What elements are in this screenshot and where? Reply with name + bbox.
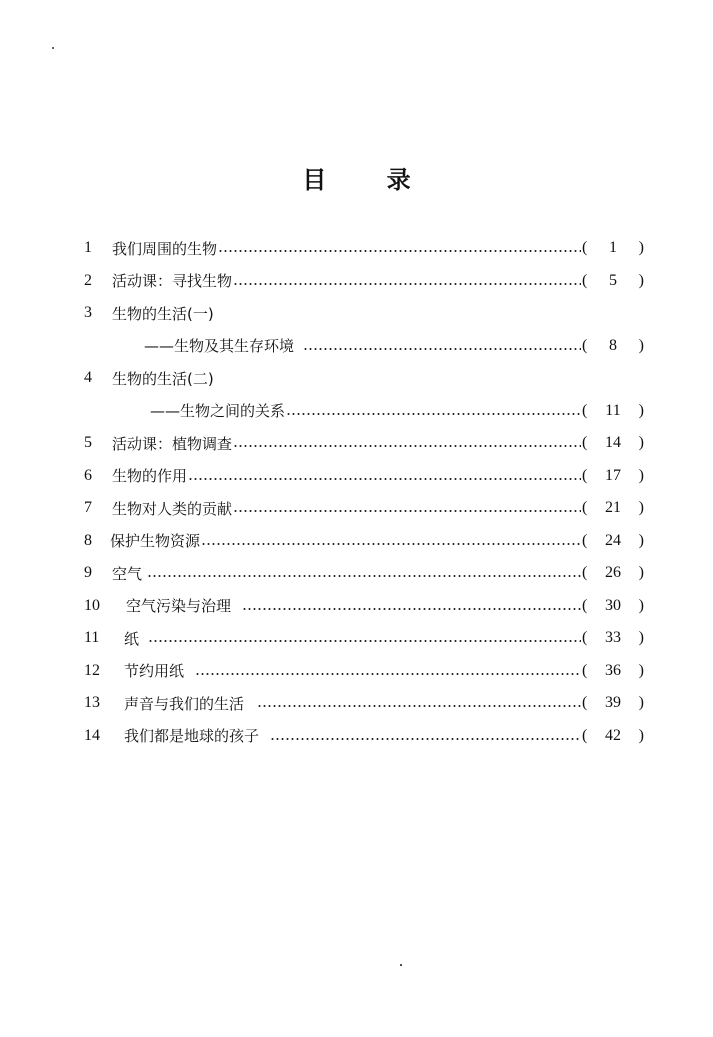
leader-dots [257, 705, 581, 707]
toc-entry[interactable] [84, 297, 644, 330]
toc-entry[interactable] [84, 330, 644, 363]
page-number: ( 36 ) [582, 661, 644, 679]
leader-dots [233, 510, 581, 512]
leader-dots [303, 348, 581, 350]
leader-dots [233, 445, 581, 447]
toc-entry[interactable] [84, 427, 644, 460]
scan-speck [52, 47, 54, 49]
entry-number: 10 [84, 596, 100, 614]
entry-title: 我们周围的生物 [112, 239, 218, 258]
entry-number: 11 [84, 629, 100, 647]
entry-subtitle: ——生物及其生存环境 [144, 337, 295, 356]
entry-title: 生物的作用 [112, 467, 188, 486]
page-number: ( 5 ) [582, 271, 644, 289]
page-title: 目 录 [302, 166, 437, 194]
page-number: ( 42 ) [582, 726, 644, 744]
toc-entry[interactable] [84, 687, 644, 720]
entry-title: 生物的生活(一) [112, 304, 214, 323]
toc-entry[interactable] [84, 655, 644, 688]
page-number-value: 1 [609, 239, 617, 257]
leader-dots [201, 543, 581, 545]
entry-number: 2 [84, 271, 92, 289]
entry-title: 节约用纸 [124, 662, 185, 681]
toc-entry[interactable] [84, 460, 644, 493]
entry-title: 空气 [112, 564, 143, 583]
leader-dots [286, 413, 581, 415]
page-number-value: 17 [605, 466, 621, 484]
entry-title: 活动课：寻找生物 [112, 272, 233, 291]
leader-dots [148, 640, 581, 642]
entry-title: 活动课：植物调查 [112, 434, 233, 453]
entry-title: 空气污染与治理 [126, 597, 232, 616]
toc-entry[interactable] [84, 720, 644, 753]
entry-number: 3 [84, 304, 92, 322]
toc-entry[interactable] [84, 265, 644, 298]
page-number: ( 8 ) [582, 336, 644, 354]
toc-entry[interactable] [84, 622, 644, 655]
page-number: ( 1 ) [582, 239, 644, 257]
toc-entry[interactable] [84, 492, 644, 525]
entry-number: 1 [84, 239, 92, 257]
entry-title: 我们都是地球的孩子 [124, 727, 260, 746]
toc-entry[interactable] [84, 590, 644, 623]
entry-number: 12 [84, 661, 100, 679]
table-of-contents [84, 232, 644, 752]
page-number: ( 26 ) [582, 564, 644, 582]
entry-title: 纸 [124, 629, 140, 648]
entry-title: 生物对人类的贡献 [112, 499, 233, 518]
leader-dots [270, 738, 581, 740]
leader-dots [218, 250, 581, 252]
entry-number: 9 [84, 564, 92, 582]
toc-entry[interactable] [84, 362, 644, 395]
page-number: ( 30 ) [582, 596, 644, 614]
page-number-value: 30 [605, 596, 621, 614]
page-number-value: 39 [605, 694, 621, 712]
entry-number: 6 [84, 466, 92, 484]
page-number-value: 5 [609, 271, 617, 289]
leader-dots [233, 283, 581, 285]
page-number: ( 17 ) [582, 466, 644, 484]
page-number-value: 42 [605, 726, 621, 744]
page-number: ( 11 ) [582, 401, 644, 419]
page-number: ( 21 ) [582, 499, 644, 517]
entry-title: 声音与我们的生活 [124, 694, 245, 713]
page-number-value: 36 [605, 661, 621, 679]
entry-title: 保护生物资源 [110, 532, 201, 551]
page-number: ( 39 ) [582, 694, 644, 712]
entry-number: 14 [84, 726, 100, 744]
page-number-value: 8 [609, 336, 617, 354]
entry-number: 13 [84, 694, 100, 712]
entry-number: 8 [84, 531, 92, 549]
entry-number: 7 [84, 499, 92, 517]
leader-dots [195, 673, 581, 675]
leader-dots [188, 478, 581, 480]
page-number: ( 14 ) [582, 434, 644, 452]
page-number: ( 33 ) [582, 629, 644, 647]
toc-entry[interactable] [84, 395, 644, 428]
leader-dots [242, 608, 581, 610]
page-number-value: 21 [605, 499, 621, 517]
scan-speck [400, 964, 402, 966]
page-number-value: 26 [605, 564, 621, 582]
page-number-value: 33 [605, 629, 621, 647]
page-number-value: 11 [605, 401, 621, 419]
toc-entry[interactable] [84, 557, 644, 590]
toc-entry[interactable] [84, 232, 644, 265]
page-number: ( 24 ) [582, 531, 644, 549]
entry-number: 5 [84, 434, 92, 452]
entry-title: 生物的生活(二) [112, 369, 214, 388]
entry-number: 4 [84, 369, 92, 387]
entry-subtitle: ——生物之间的关系 [150, 402, 286, 421]
page-number-value: 24 [605, 531, 621, 549]
leader-dots [147, 575, 581, 577]
page-number-value: 14 [605, 434, 621, 452]
toc-entry[interactable] [84, 525, 644, 558]
